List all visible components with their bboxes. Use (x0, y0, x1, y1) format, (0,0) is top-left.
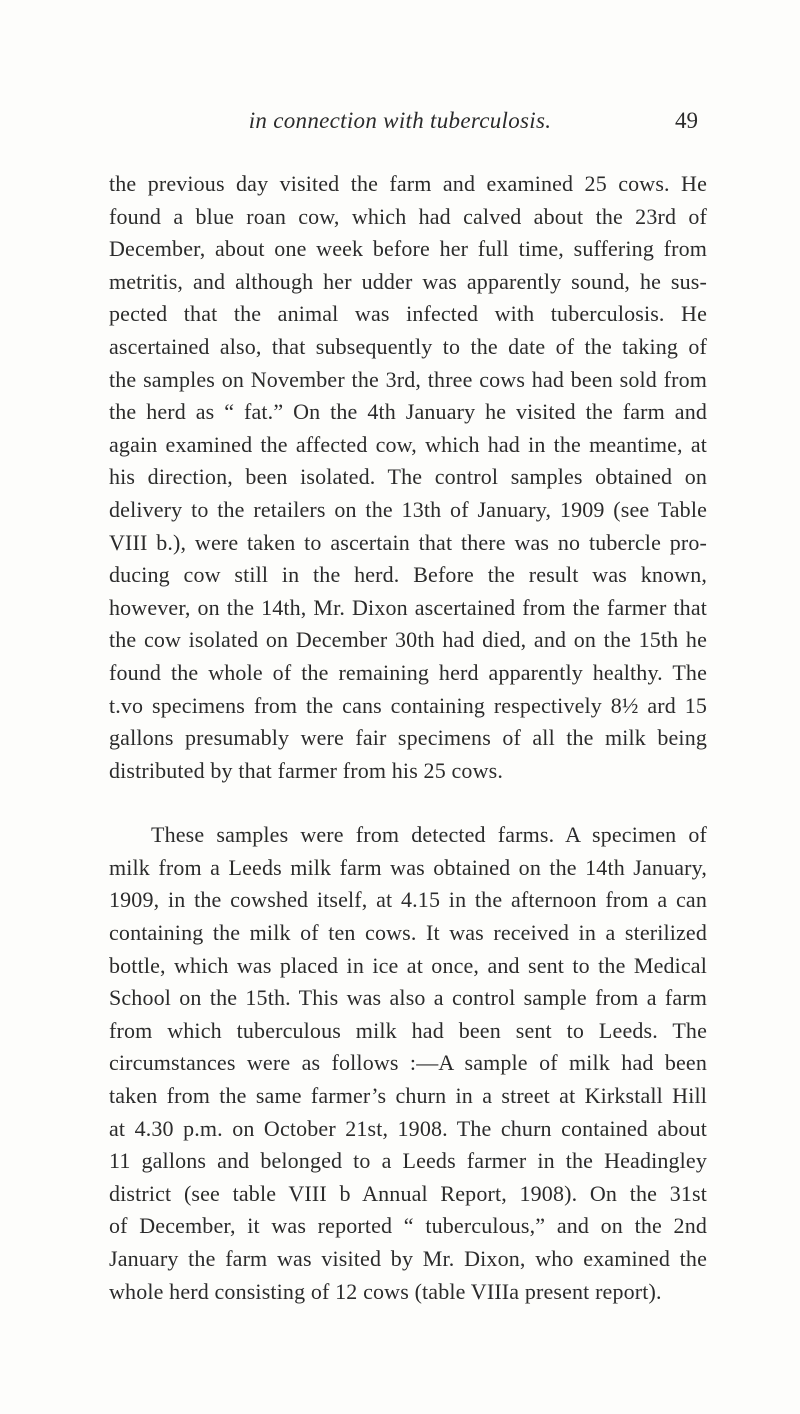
text-line: circumstances were as follows :—A sample of milk had been (109, 1050, 707, 1076)
text-line: ascertained also, that subsequently to the date of the taking of (109, 333, 707, 359)
text-line: found a blue roan cow, which had calved about the 23rd of (109, 203, 707, 229)
text-line: district (see table VIII b Annual Report, 1908). On the 31st (109, 1180, 707, 1206)
paragraph-1 (109, 168, 707, 787)
text-line: 11 gallons and belonged to a Leeds farmer in the Headingley (109, 1148, 707, 1174)
text-line: School on the 15th. This was also a control sample from a farm (109, 985, 707, 1011)
running-head (0, 108, 800, 148)
text-line: the cow isolated on December 30th had died, and on the 15th he (109, 627, 707, 653)
text-line: VIII b.), were taken to ascertain that there was no tubercle pro- (109, 529, 707, 555)
text-line: whole herd consisting of 12 cows (table VIIIa present report). (109, 1278, 662, 1304)
text-line: January the farm was visited by Mr. Dixon, who examined the (109, 1246, 707, 1271)
text-line: his direction, been isolated. The control samples obtained on (109, 464, 707, 490)
text-line: t.vo specimens from the cans containing respectively 8½ ard 15 (109, 692, 707, 718)
text-line: These samples were from detected farms. A specimen of (151, 822, 707, 848)
text-line: distributed by that farmer from his 25 cows. (109, 757, 503, 783)
text-line: gallons presumably were fair specimens of all the milk being (109, 725, 707, 751)
text-line: delivery to the retailers on the 13th of January, 1909 (see Table (109, 496, 707, 522)
paragraph-2 (109, 819, 707, 1308)
running-title: in connection with tuberculosis. (248, 108, 552, 133)
text-line: from which tuberculous milk had been sent to Leeds. The (109, 1017, 707, 1043)
text-line: of December, it was reported “ tuberculous,” and on the 2nd (109, 1213, 707, 1239)
text-line: metritis, and although her udder was apparently sound, he sus- (109, 268, 707, 294)
page-number: 49 (675, 108, 698, 133)
text-line: at 4.30 p.m. on October 21st, 1908. The churn contained about (109, 1115, 707, 1141)
text-line: the previous day visited the farm and examined 25 cows. He (109, 171, 707, 196)
text-line: however, on the 14th, Mr. Dixon ascertained from the farmer that (109, 594, 707, 620)
text-line: containing the milk of ten cows. It was received in a sterilized (109, 920, 707, 946)
text-line: December, about one week before her full time, suffering from (109, 236, 707, 262)
text-line: 1909, in the cowshed itself, at 4.15 in the afternoon from a can (109, 887, 707, 913)
text-line: milk from a Leeds milk farm was obtained on the 14th January, (109, 854, 707, 880)
text-line: ducing cow still in the herd. Before the result was known, (109, 562, 707, 588)
text-line: taken from the same farmer’s churn in a street at Kirkstall Hill (109, 1083, 707, 1109)
text-line: pected that the animal was infected with tuberculosis. He (109, 301, 707, 327)
paragraph-gap (109, 787, 707, 819)
text-line: the samples on November the 3rd, three cows had been sold from (109, 366, 707, 392)
text-line: bottle, which was placed in ice at once, and sent to the Medical (109, 952, 707, 978)
text-line: found the whole of the remaining herd apparently healthy. The (109, 659, 707, 685)
body-text (109, 168, 707, 1308)
text-line: the herd as “ fat.” On the 4th January he visited the farm and (109, 399, 707, 425)
text-line: again examined the affected cow, which had in the meantime, at (109, 431, 707, 457)
